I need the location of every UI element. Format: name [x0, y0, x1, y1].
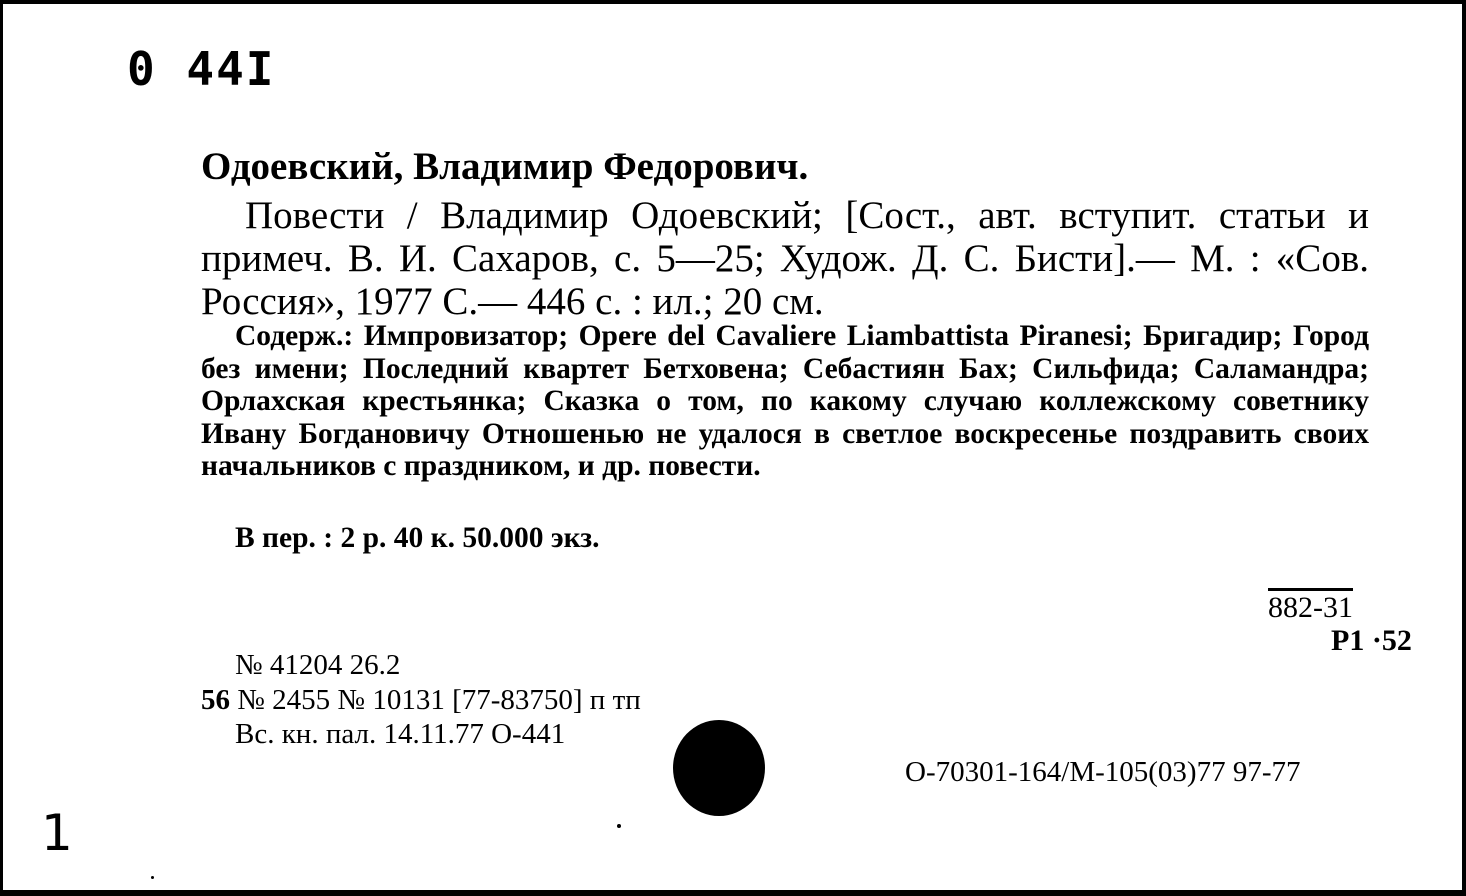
registration-number: № 41204 26.2: [235, 649, 401, 681]
title-description: Повести / Владимир Одоевский; [Сост., авт. вступит. статьи и примеч. В. И. Сахаров, с. 5—25; Худож. Д. С. Бисти].— М. : «Сов. Россия», 1977 С.— 446 с. : ил.; 20 см.: [201, 194, 1369, 323]
classification-extra: Р1 ·52: [1331, 624, 1412, 657]
catalog-card: [3, 4, 1462, 890]
punch-hole: [673, 720, 765, 816]
ink-speck: [151, 876, 154, 879]
call-number: 0 44I: [127, 42, 276, 96]
order-line: [201, 684, 641, 717]
price-edition: В пер. : 2 р. 40 к. 50.000 экз.: [235, 522, 600, 554]
classification-number: 882-31: [1268, 591, 1353, 624]
order-text: № 2455 № 10131 [77-83750] п тп: [237, 684, 641, 716]
author-heading: Одоевский, Владимир Федорович.: [201, 145, 809, 188]
publisher-code: О-70301-164/М-105(03)77 97-77: [905, 756, 1301, 788]
contents-note: Содерж.: Импровизатор; Opere del Cavaliere Liambattista Piranesi; Бригадир; Город без имени; Последний квартет Бетховена; Себастиян Бах; Сильфида; Саламандра; Орлахская крестьянка; Сказка о том, по какому случаю коллежскому советнику Ивану Богдановичу Отношенью не удалося в светлое воскресенье поздравить своих начальников с праздником, и др. повести.: [201, 320, 1369, 483]
corner-handwritten-mark: 1: [41, 804, 73, 862]
order-prefix: 56: [201, 684, 230, 716]
book-chamber-line: Вс. кн. пал. 14.11.77 О-441: [235, 718, 566, 750]
ink-speck: [617, 824, 621, 828]
